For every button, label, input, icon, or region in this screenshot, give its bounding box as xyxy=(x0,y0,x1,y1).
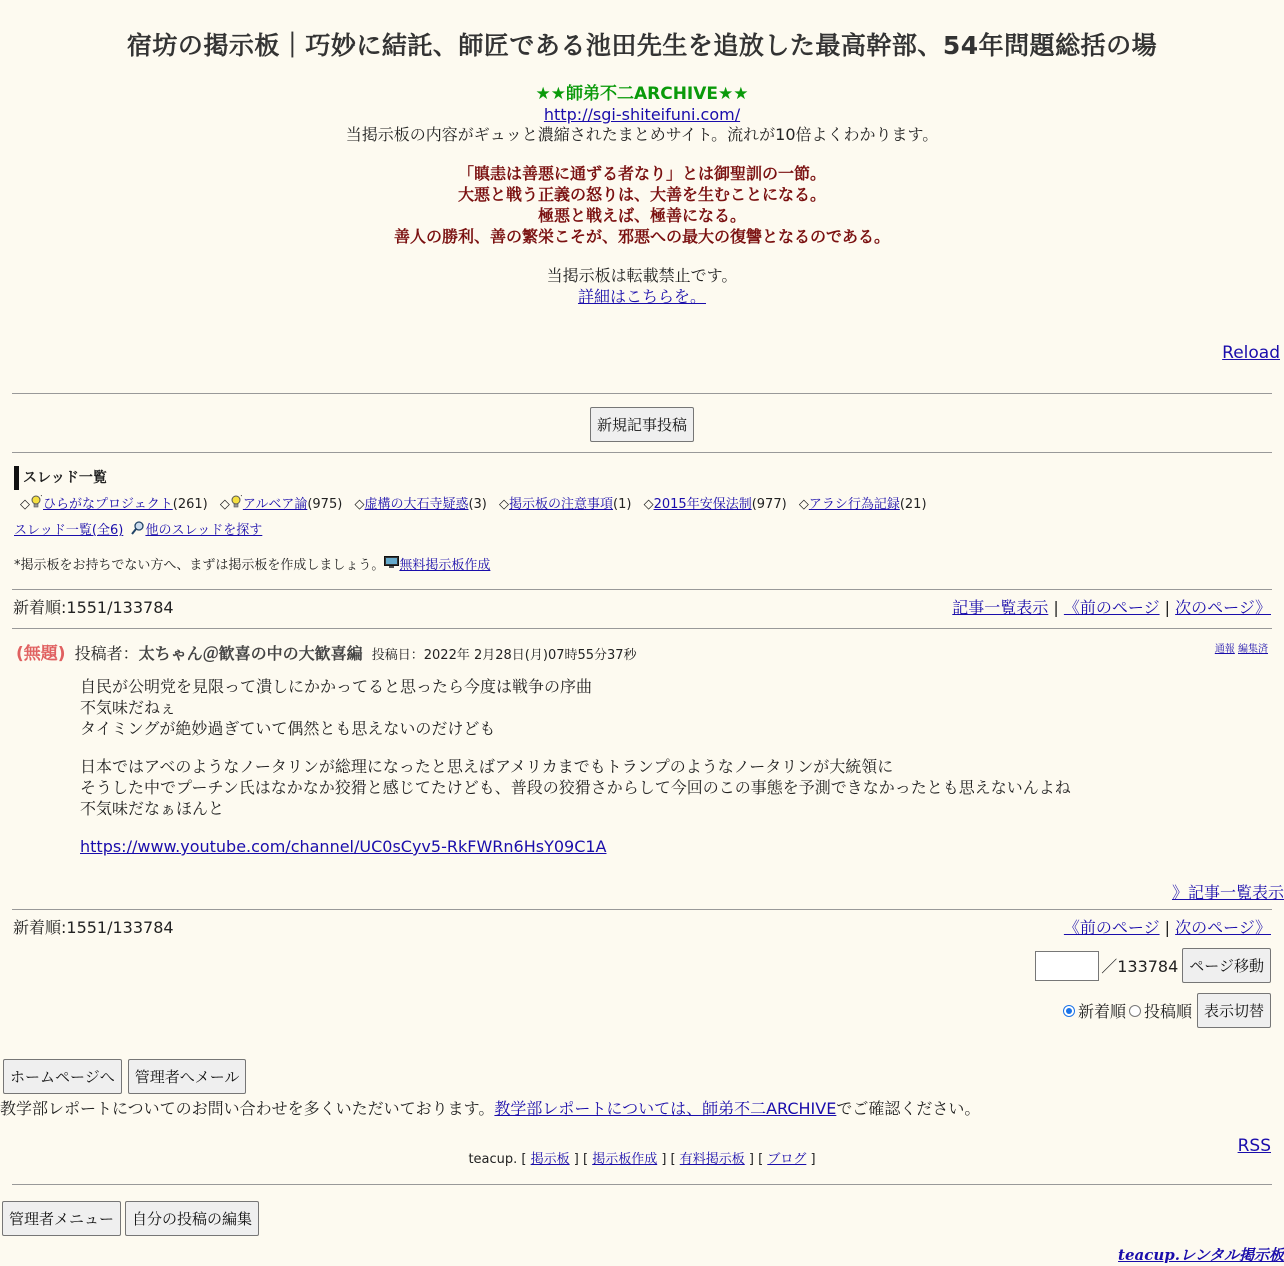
sort-new-label: 新着順 xyxy=(1077,1002,1126,1021)
footer-board-link[interactable]: 掲示板 xyxy=(530,1152,570,1167)
post-line: 自民が公明党を見限って潰しにかかってると思ったら今度は戦争の序曲 xyxy=(80,677,593,696)
thread-count: (261) xyxy=(172,497,208,512)
thread-link[interactable]: 掲示板の注意事項 xyxy=(509,497,614,512)
thread-count: (975) xyxy=(307,497,343,512)
report-link[interactable]: 通報 xyxy=(1214,644,1235,655)
thread-bullet: ◇ xyxy=(354,497,365,512)
divider xyxy=(12,909,1272,910)
magnifier-icon xyxy=(131,521,145,535)
post-header xyxy=(16,643,637,667)
divider xyxy=(12,589,1272,590)
thread-links-row xyxy=(14,521,262,541)
notice-text: 当掲示板は転載禁止です。 xyxy=(546,266,738,285)
quote-line: 善人の勝利、善の繁栄こそが、邪悪への最大の復讐となるのである。 xyxy=(393,227,890,246)
thread-link[interactable]: ひらがなプロジェクト xyxy=(43,497,173,512)
thread-bullet: ◇ xyxy=(20,497,30,512)
page-number-input[interactable] xyxy=(1035,951,1099,981)
make-board-text: *掲示板をお持ちでない方へ、まずは掲示板を作成しましょう。 xyxy=(14,558,385,573)
post-line: タイミングが絶妙過ぎていて偶然とも思えないのだけども xyxy=(80,719,496,738)
page-total: ／133784 xyxy=(1101,957,1179,976)
lightbulb-icon xyxy=(30,495,42,509)
post-youtube-link[interactable]: https://www.youtube.com/channel/UC0sCyv5-RkFWRn6HsY09C1A xyxy=(80,837,607,856)
sort-post-radio[interactable] xyxy=(1129,1005,1141,1017)
report-archive-link[interactable]: 教学部レポートについては、師弟不二ARCHIVE xyxy=(494,1099,837,1118)
thread-bullet: ◇ xyxy=(798,497,809,512)
thread-list xyxy=(20,495,935,515)
thread-bullet: ◇ xyxy=(643,497,654,512)
thread-bullet: ◇ xyxy=(499,497,510,512)
post-body xyxy=(80,676,1071,874)
thread-item xyxy=(20,497,208,512)
notice-details-link[interactable]: 詳細はこちらを。 xyxy=(577,287,706,306)
report-text-after: でご確認ください。 xyxy=(836,1099,981,1118)
rss-link[interactable]: RSS xyxy=(1237,1136,1271,1156)
monitor-icon xyxy=(384,556,399,569)
page-title: 宿坊の掲示板｜巧妙に結託、師匠である池田先生を追放した最高幹部、54年問題総括の場 xyxy=(126,31,1158,60)
thread-item xyxy=(220,497,342,512)
all-threads-link[interactable]: スレッド一覧(全6) xyxy=(14,523,124,538)
quote-line: 極悪と戦えば、極善になる。 xyxy=(537,206,746,225)
pager-separator: | xyxy=(1164,918,1171,937)
sort-options xyxy=(1063,993,1271,1028)
thread-list-heading: スレッド一覧 xyxy=(14,466,107,490)
post-line: 不気味だなぁほんと xyxy=(80,799,225,818)
edited-link[interactable]: 編集済 xyxy=(1238,644,1268,655)
footer-create-board-link[interactable]: 掲示板作成 xyxy=(592,1152,658,1167)
post-tools xyxy=(1215,640,1268,655)
divider xyxy=(12,628,1272,629)
divider xyxy=(12,1184,1272,1185)
post-line: そうした中でプーチン氏はなかなか狡猾と感じてたけども、普段の狡猾さからして今回のこの事態を予測できなかったとも思えないんよね xyxy=(80,778,1071,797)
new-post-button[interactable]: 新規記事投稿 xyxy=(590,407,694,442)
admin-menu-button[interactable]: 管理者メニュー xyxy=(2,1201,121,1236)
sort-new-radio[interactable] xyxy=(1063,1005,1075,1017)
footer-blog-link[interactable]: ブログ xyxy=(767,1152,807,1167)
page-jump-button[interactable]: ページ移動 xyxy=(1182,948,1271,983)
thread-bullet: ◇ xyxy=(219,497,230,512)
thread-item xyxy=(499,497,631,512)
report-notice xyxy=(0,1098,980,1119)
reload-link[interactable]: Reload xyxy=(1222,343,1280,363)
post-author: 太ちゃん＠歓喜の中の大歓喜編 xyxy=(138,644,363,663)
prev-page-link[interactable]: 《前のページ xyxy=(1063,918,1160,937)
lightbulb-icon xyxy=(230,495,242,509)
quote-block xyxy=(0,163,1284,247)
pager-position: 新着順:1551/133784 xyxy=(13,598,174,617)
post-title: (無題) xyxy=(16,644,66,664)
mail-admin-button[interactable]: 管理者へメール xyxy=(128,1059,247,1094)
thread-item xyxy=(799,497,927,512)
post-line: 不気味だねぇ xyxy=(80,698,177,717)
thread-count: (977) xyxy=(751,497,787,512)
thread-link[interactable]: アラシ行為記録 xyxy=(808,497,900,512)
archive-description: 当掲示板の内容がギュッと濃縮されたまとめサイト。流れが10倍よくわかります。 xyxy=(345,125,939,144)
divider xyxy=(12,452,1272,453)
sort-post-label: 投稿順 xyxy=(1143,1002,1192,1021)
article-list-link[interactable]: 》記事一覧表示 xyxy=(1171,883,1284,902)
archive-name: ★★師弟不二ARCHIVE★★ xyxy=(535,84,749,104)
thread-count: (1) xyxy=(613,497,632,512)
thread-count: (21) xyxy=(899,497,927,512)
pager-separator: | xyxy=(1164,598,1171,617)
make-board-row xyxy=(14,556,490,576)
make-board-link[interactable]: 無料掲示板作成 xyxy=(399,558,491,573)
divider xyxy=(12,393,1272,394)
pager-bottom xyxy=(13,918,1271,938)
quote-line: 「瞋恚は善悪に通ずる者なり」とは御聖訓の一節。 xyxy=(457,164,826,183)
thread-count: (3) xyxy=(468,497,487,512)
reprint-notice xyxy=(0,265,1284,307)
pager-position: 新着順:1551/133784 xyxy=(13,918,174,937)
teacup-prefix: teacup. xyxy=(468,1152,518,1167)
pager-separator: | xyxy=(1053,598,1059,617)
prev-page-link[interactable]: 《前のページ xyxy=(1063,598,1160,617)
thread-link[interactable]: アルベア論 xyxy=(242,497,308,512)
next-page-link[interactable]: 次のページ》 xyxy=(1175,918,1271,937)
search-threads-link[interactable]: 他のスレッドを探す xyxy=(145,523,263,538)
thread-link[interactable]: 2015年安保法制 xyxy=(653,497,752,512)
list-view-link[interactable]: 記事一覧表示 xyxy=(952,598,1049,617)
post-author-label: 投稿者： xyxy=(74,644,139,663)
page-jump xyxy=(1035,948,1271,983)
report-text: 教学部レポートについてのお問い合わせを多くいただいております。 xyxy=(0,1099,495,1118)
sort-switch-button[interactable]: 表示切替 xyxy=(1197,993,1271,1028)
footer-paid-board-link[interactable]: 有料掲示板 xyxy=(679,1152,745,1167)
archive-block xyxy=(0,84,1284,145)
nav-buttons xyxy=(3,1059,246,1094)
thread-link[interactable]: 虚構の大石寺疑惑 xyxy=(364,497,469,512)
post-date: 投稿日：2022年 2月28日(月)07時55分37秒 xyxy=(371,648,637,663)
next-page-link[interactable]: 次のページ》 xyxy=(1175,598,1271,617)
archive-url-link[interactable]: http://sgi-shiteifuni.com/ xyxy=(543,105,741,124)
teacup-brand-link[interactable]: teacup.レンタル掲示板 xyxy=(1118,1246,1284,1264)
thread-item xyxy=(644,497,787,512)
teacup-links: teacup. [ 掲示板 ] [ 掲示板作成 ] [ 有料掲示板 ] [ ブログ ] xyxy=(468,1152,816,1167)
pager-top xyxy=(13,598,1271,618)
quote-line: 大悪と戦う正義の怒りは、大善を生むことになる。 xyxy=(457,185,826,204)
homepage-button[interactable]: ホームページへ xyxy=(3,1059,122,1094)
post-line: 日本ではアベのようなノータリンが総理になったと思えばアメリカまでもトランプのようなノータリンが大統領に xyxy=(80,757,894,776)
edit-own-post-button[interactable]: 自分の投稿の編集 xyxy=(125,1201,259,1236)
thread-item xyxy=(354,497,486,512)
admin-buttons xyxy=(2,1201,259,1236)
